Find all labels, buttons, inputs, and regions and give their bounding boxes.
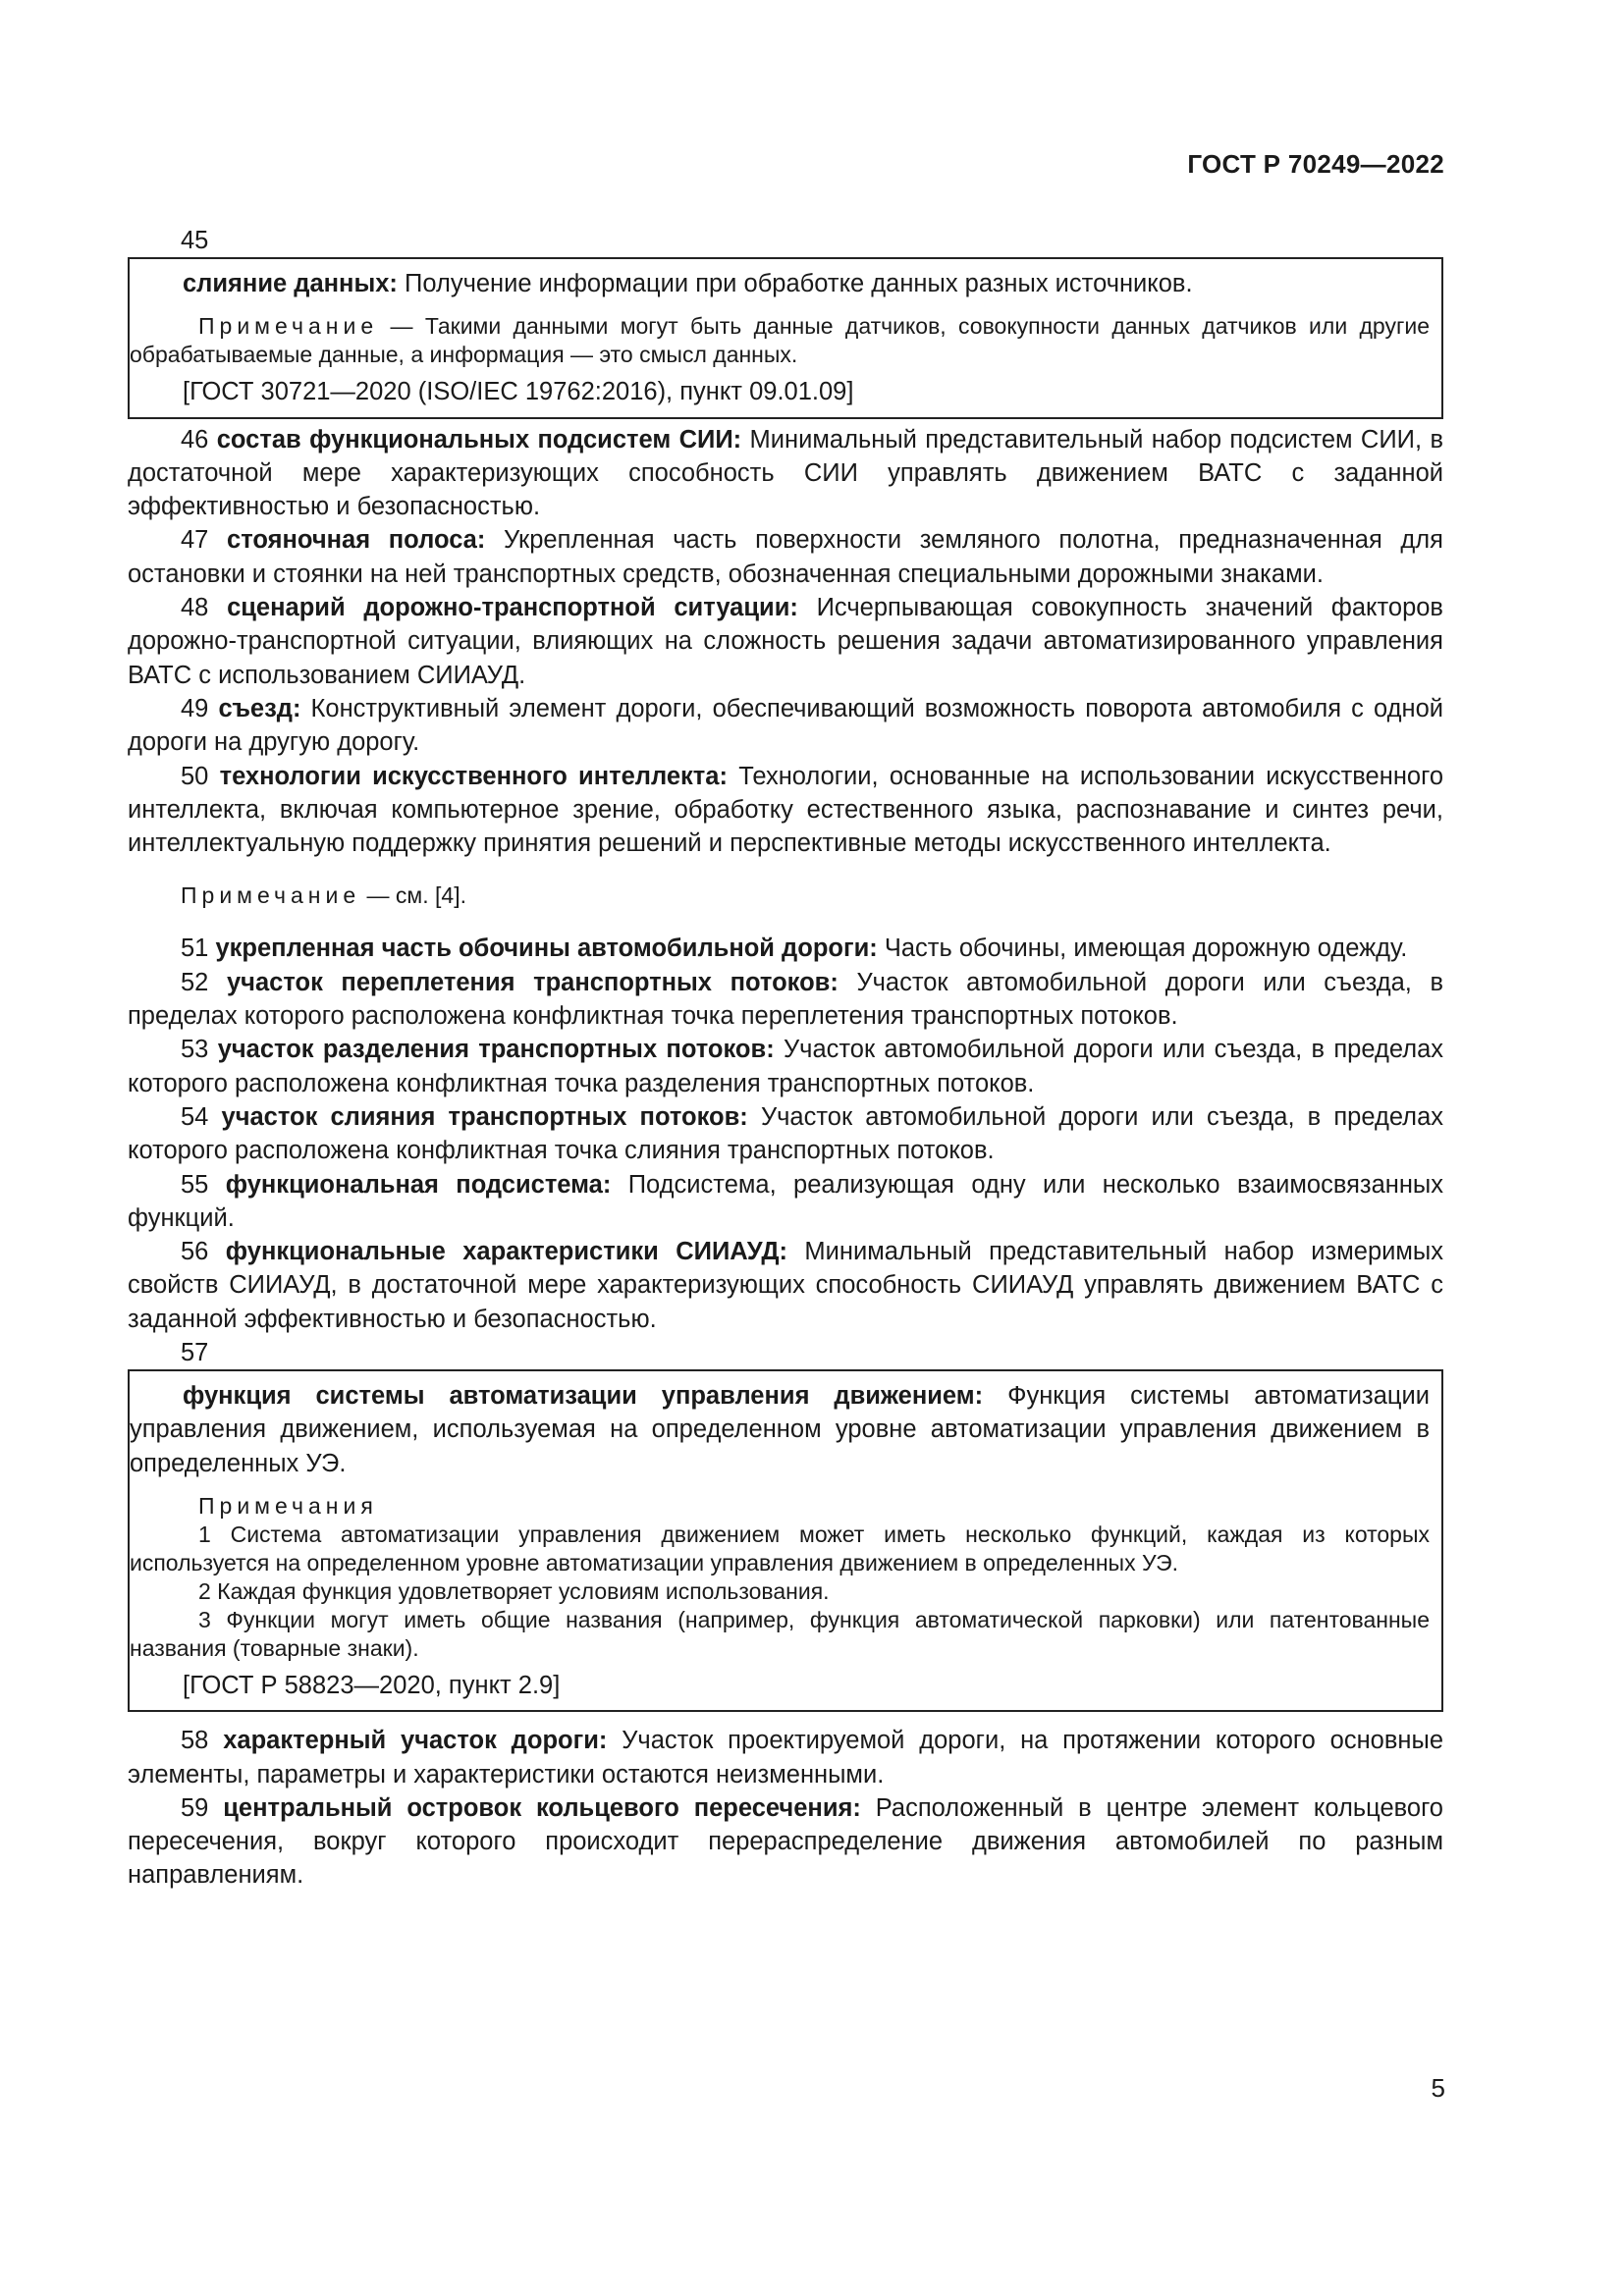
term-53-title: участок разделения транспортных потоков: — [217, 1036, 775, 1064]
term-52-title: участок переплетения транспортных потоков: — [226, 968, 839, 996]
term-53 — [128, 1033, 1443, 1100]
term-55-number: 55 — [181, 1170, 209, 1199]
term-number-45: 45 — [181, 227, 209, 254]
term-52 — [128, 966, 1443, 1034]
term-59-definition: Расположенный в центре элемент кольцевого пересечения, вокруг которого происходит перераспределение движения автомобилей по разным направлениям. — [128, 1793, 1443, 1890]
term-56 — [128, 1235, 1443, 1336]
term-48-number: 48 — [181, 594, 209, 622]
term-53-number: 53 — [181, 1036, 209, 1064]
term-47-definition: Укрепленная часть поверхности земляного полотна, предназначенная для остановки и стоянки на ней транспортных средств, обозначенная специальными дорожными знаками. — [128, 526, 1443, 588]
term-45-note-text: — Такими данными могут быть данные датчиков, совокупности данных датчиков или другие обрабатываемые данные, а информация — это смысл данных. — [130, 313, 1430, 368]
term-58-title: характерный участок дороги: — [223, 1727, 608, 1755]
term-45-title: слияние данных: — [183, 270, 398, 297]
term-57 — [130, 1379, 1430, 1480]
term-57-note-3: 3 Функции могут иметь общие названия (например, функция автоматической парковки) или патентованные названия (товарные знаки). — [130, 1606, 1430, 1661]
term-50-note-text: — см. [4]. — [360, 882, 466, 909]
term-50-definition: Технологии, основанные на использовании искусственного интеллекта, включая компьютерное зрение, обработку естественного языка, распознавание и синтез речи, интеллектуальную поддержку принятия решений и перспективные методы искусственного интеллекта. — [128, 762, 1444, 858]
term-box-45 — [128, 257, 1443, 419]
term-53-definition: Участок автомобильной дороги или съезда, в пределах которого расположена конфликтная точка разделения транспортных потоков. — [128, 1036, 1444, 1097]
term-52-number: 52 — [181, 968, 209, 996]
term-54-title: участок слияния транспортных потоков: — [221, 1102, 748, 1131]
term-48 — [128, 591, 1443, 692]
term-59-title: центральный островок кольцевого пересечения: — [223, 1793, 861, 1822]
term-49-number: 49 — [181, 694, 209, 722]
term-48-definition: Исчерпывающая совокупность значений факторов дорожно-транспортной ситуации, влияющих на сложность решения задачи автоматизированного управления ВАТС с использованием СИИАУД. — [128, 594, 1443, 689]
term-57-note-1: 1 Система автоматизации управления движением может иметь несколько функций, каждая из которых используется на определенном уровне автоматизации управления движением в определенных УЭ. — [130, 1521, 1430, 1575]
term-46-definition: Минимальный представительный набор подсистем СИИ, в достаточной мере характеризующих способность СИИ управлять движением ВАТС с заданной эффективностью и безопасностью. — [128, 425, 1443, 521]
term-57-reference: [ГОСТ Р 58823—2020, пункт 2.9] — [183, 1671, 561, 1699]
term-47 — [128, 523, 1443, 591]
term-57-definition: Функция системы автоматизации управления движением, используемая на определенном уровне автоматизации управления движением в определенных УЭ. — [130, 1382, 1430, 1477]
term-50-note — [128, 881, 1443, 910]
terms-content — [128, 224, 1443, 1893]
term-46-number: 46 — [181, 425, 209, 454]
term-49-title: съезд: — [218, 694, 301, 722]
term-45-reference: [ГОСТ 30721—2020 (ISO/IEC 19762:2016), пункт 09.01.09] — [183, 378, 854, 406]
term-49-definition: Конструктивный элемент дороги, обеспечивающий возможность поворота автомобиля с одной дороги на другую дорогу. — [128, 694, 1443, 757]
term-45-note — [130, 312, 1430, 369]
term-51-number: 51 — [181, 934, 209, 963]
term-56-definition: Минимальный представительный набор измеримых свойств СИИАУД, в достаточной мере характеризующих способность СИИАУД управлять движением ВАТС с заданной эффективностью и безопасностью. — [128, 1238, 1443, 1333]
term-56-number: 56 — [181, 1238, 209, 1266]
term-51-definition: Часть обочины, имеющая дорожную одежду. — [877, 934, 1408, 963]
term-51 — [128, 932, 1443, 965]
term-47-title: стояночная полоса: — [227, 526, 486, 555]
term-48-title: сценарий дорожно-транспортной ситуации: — [227, 594, 798, 622]
term-45 — [130, 267, 1430, 300]
term-50-number: 50 — [181, 762, 209, 790]
term-number-57: 57 — [181, 1339, 209, 1367]
page-number: 5 — [1431, 2073, 1445, 2103]
term-box-57 — [128, 1369, 1443, 1712]
term-56-title: функциональные характеристики СИИАУД: — [225, 1238, 787, 1266]
term-50-note-label: Примечание — [181, 882, 361, 909]
term-55-title: функциональная подсистема: — [225, 1170, 612, 1199]
term-54 — [128, 1100, 1443, 1168]
term-46-title: состав функциональных подсистем СИИ: — [216, 425, 742, 454]
document-code: ГОСТ Р 70249—2022 — [1187, 149, 1444, 179]
term-50-title: технологии искусственного интеллекта: — [219, 762, 728, 790]
term-57-notes-label: Примечания — [198, 1492, 378, 1519]
term-55 — [128, 1168, 1443, 1236]
term-52-definition: Участок автомобильной дороги или съезда, в пределах которого расположена конфликтная точка переплетения транспортных потоков. — [128, 968, 1444, 1031]
term-50 — [128, 760, 1443, 861]
term-55-definition: Подсистема, реализующая одну или несколько взаимосвязанных функций. — [128, 1170, 1444, 1232]
term-57-title: функция системы автоматизации управления движением: — [183, 1382, 984, 1411]
term-54-number: 54 — [181, 1102, 209, 1131]
term-54-definition: Участок автомобильной дороги или съезда, в пределах которого расположена конфликтная точка слияния транспортных потоков. — [128, 1102, 1443, 1165]
term-58 — [128, 1724, 1443, 1791]
term-51-title: укрепленная часть обочины автомобильной дороги: — [215, 934, 878, 963]
term-46 — [128, 423, 1443, 524]
term-47-number: 47 — [181, 526, 209, 555]
term-58-definition: Участок проектируемой дороги, на протяжении которого основные элементы, параметры и характеристики остаются неизменными. — [128, 1727, 1444, 1789]
term-45-definition: Получение информации при обработке данных разных источников. — [397, 270, 1193, 297]
term-59 — [128, 1791, 1443, 1893]
term-49 — [128, 692, 1443, 760]
term-58-number: 58 — [181, 1727, 209, 1755]
term-57-note-2: 2 Каждая функция удовлетворяет условиям использования. — [198, 1577, 830, 1604]
term-45-note-label: Примечание — [198, 313, 379, 340]
term-59-number: 59 — [181, 1793, 209, 1822]
